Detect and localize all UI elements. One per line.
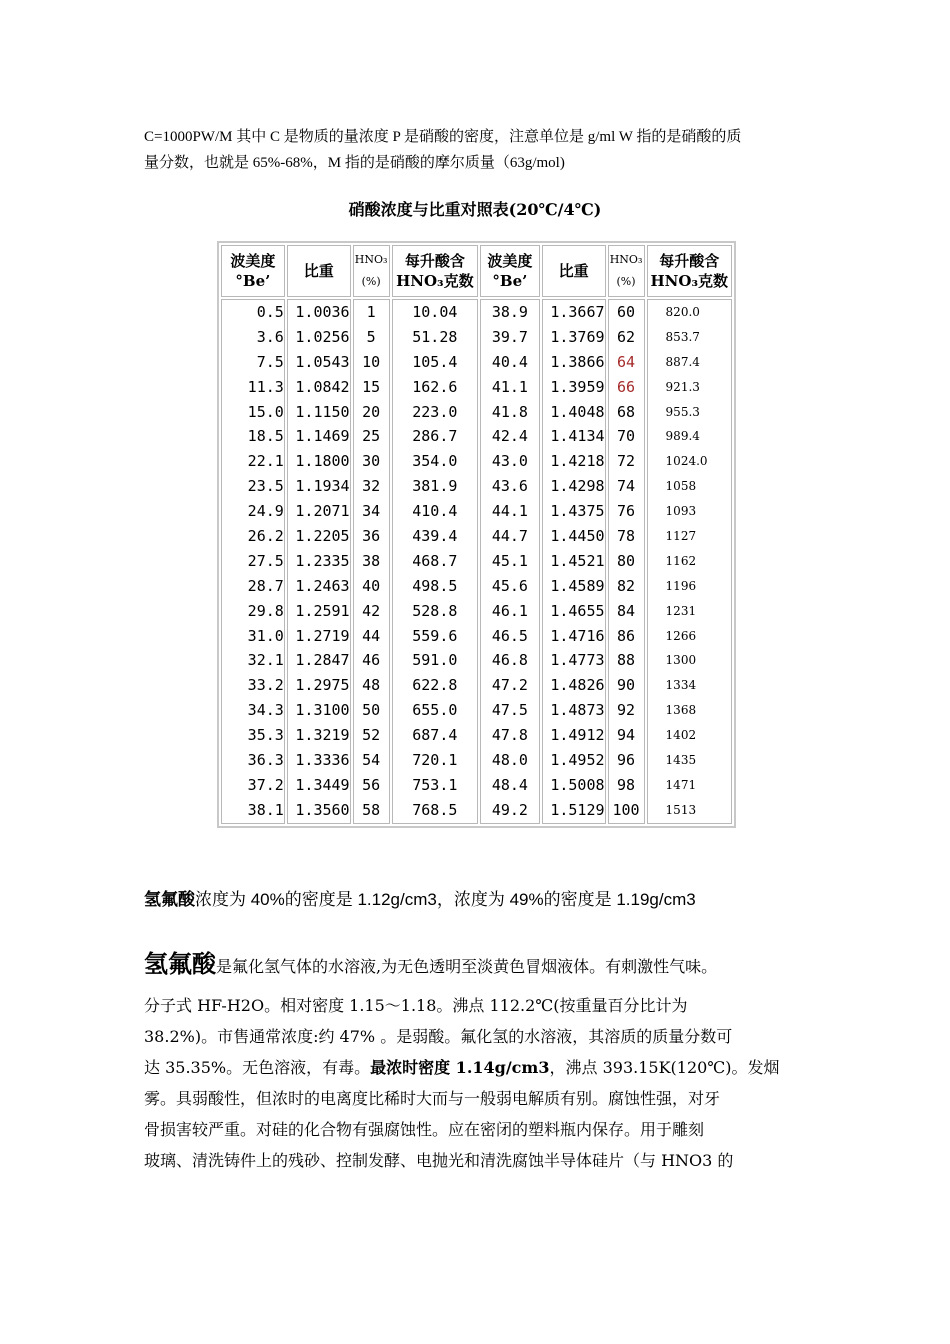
- table-cell: 1.4716: [550, 626, 605, 645]
- table-cell: 48: [362, 676, 381, 695]
- column-left-specific-gravity: [287, 299, 351, 824]
- table-cell: 1.4655: [550, 601, 605, 620]
- table-cell: 1.2335: [295, 551, 350, 570]
- table-cell: 1334: [665, 678, 697, 693]
- para-line-1: 氢氟酸是氟化氢气体的水溶液,为无色透明至淡黄色冒烟液体。有刺激性气味。: [144, 949, 718, 978]
- para-line-2: 分子式 HF-H2O。相对密度 1.15～1.18。沸点 112.2℃(按重量百分比计为: [144, 996, 688, 1015]
- table-cell: 43.0: [491, 452, 528, 471]
- table-cell: 47.2: [491, 676, 528, 695]
- table-cell: 1.2591: [295, 601, 350, 620]
- header-grams-per-liter-2: 每升酸含 HNO₃克数: [647, 245, 732, 297]
- table-cell: 1513: [665, 802, 697, 817]
- header-baume: 波美度 °Be’: [221, 245, 285, 297]
- table-cell: 37.2: [247, 775, 284, 794]
- table-cell: 64: [617, 352, 636, 371]
- table-cell: 38: [362, 551, 381, 570]
- table-cell: 80: [617, 551, 636, 570]
- table-cell: 381.9: [412, 477, 458, 496]
- table-cell: 42.4: [491, 427, 528, 446]
- table-cell: 46.1: [491, 601, 528, 620]
- table-cell: 98: [617, 775, 636, 794]
- table-cell: 44: [362, 626, 381, 645]
- table-cell: 38.1: [247, 800, 284, 819]
- table-cell: 1368: [665, 703, 697, 718]
- table-cell: 54: [362, 751, 381, 770]
- table-cell: 86: [617, 626, 636, 645]
- table-cell: 1.0256: [295, 327, 350, 346]
- hf-density-note: [144, 885, 696, 910]
- header-hno3-percent-2: HNO₃ (%): [608, 245, 645, 297]
- table-cell: 820.0: [665, 305, 700, 319]
- table-cell: 1.2463: [295, 576, 350, 595]
- table-cell: 48.4: [491, 775, 528, 794]
- table-cell: 1.4826: [550, 676, 605, 695]
- table-cell: 622.8: [412, 676, 458, 695]
- table-cell: 42: [362, 601, 381, 620]
- table-cell: 1.5129: [550, 800, 605, 819]
- table-cell: 10.04: [412, 303, 458, 321]
- column-left-baume: [221, 299, 285, 824]
- header-specific-gravity-2: 比重: [542, 245, 606, 297]
- table-cell: 15.0: [247, 402, 284, 421]
- intro-line-1: C=1000PW/M 其中 C 是物质的量浓度 P 是硝酸的密度，注意单位是 g/ml W 指的是硝酸的质: [144, 129, 742, 145]
- table-cell: 50: [362, 701, 381, 720]
- table-cell: 1.3667: [550, 303, 605, 321]
- table-cell: 90: [617, 676, 636, 695]
- table-cell: 41.8: [491, 402, 528, 421]
- table-cell: 1058: [665, 479, 697, 494]
- table-cell: 40: [362, 576, 381, 595]
- table-cell: 1.4048: [550, 402, 605, 421]
- table-cell: 354.0: [412, 452, 458, 471]
- table-cell: 46: [362, 651, 381, 670]
- intro-line-2: 量分数，也就是 65%-68%，M 指的是硝酸的摩尔质量（63g/mol): [144, 155, 565, 171]
- table-cell: 0.5: [256, 303, 284, 321]
- table-cell: 887.4: [665, 354, 700, 369]
- table-cell: 56: [362, 775, 381, 794]
- table-cell: 955.3: [665, 404, 700, 419]
- table-cell: 100: [612, 800, 640, 819]
- table-cell: 223.0: [412, 402, 458, 421]
- table-cell: 23.5: [247, 477, 284, 496]
- header-baume-2: 波美度 °Be’: [480, 245, 540, 297]
- table-cell: 105.4: [412, 352, 458, 371]
- para-line-6: 骨损害较严重。对硅的化合物有强腐蚀性。应在密闭的塑料瓶内保存。用于雕刻: [144, 1120, 705, 1139]
- table-header-row: [221, 245, 732, 297]
- para-bold-density: 最浓时密度 1.14g/cm3: [370, 1058, 550, 1077]
- table-cell: 1.1150: [295, 402, 350, 421]
- table-cell: 1.4773: [550, 651, 605, 670]
- table-cell: 498.5: [412, 576, 458, 595]
- table-cell: 47.5: [491, 701, 528, 720]
- table-cell: 1.3560: [295, 800, 350, 819]
- table-cell: 989.4: [665, 429, 700, 444]
- table-cell: 38.9: [491, 303, 528, 321]
- table-cell: 74: [617, 477, 636, 496]
- header-grams-per-liter: 每升酸含 HNO₃克数: [392, 245, 478, 297]
- table-cell: 60: [617, 303, 636, 321]
- table-cell: 1.3769: [550, 327, 605, 346]
- table-cell: 51.28: [412, 327, 458, 346]
- table-cell: 439.4: [412, 527, 458, 546]
- table-cell: 720.1: [412, 751, 458, 770]
- table-cell: 88: [617, 651, 636, 670]
- table-cell: 28.7: [247, 576, 284, 595]
- table-cell: 1.4450: [550, 527, 605, 546]
- table-cell: 528.8: [412, 601, 458, 620]
- intro-formula-text: [144, 124, 824, 176]
- table-cell: 52: [362, 726, 381, 745]
- table-cell: 1.1934: [295, 477, 350, 496]
- table-cell: 40.4: [491, 352, 528, 371]
- table-cell: 1.4952: [550, 751, 605, 770]
- table-cell: 1266: [665, 628, 697, 643]
- table-cell: 1.4912: [550, 726, 605, 745]
- table-cell: 1.3959: [550, 377, 605, 396]
- table-cell: 1.2847: [295, 651, 350, 670]
- table-cell: 1.4589: [550, 576, 605, 595]
- table-cell: 1.2719: [295, 626, 350, 645]
- table-cell: 34.3: [247, 701, 284, 720]
- table-cell: 687.4: [412, 726, 458, 745]
- table-cell: 1: [366, 303, 376, 321]
- table-cell: 34: [362, 502, 381, 521]
- table-cell: 1.5008: [550, 775, 605, 794]
- table-cell: 1024.0: [665, 454, 708, 469]
- column-right-grams: [647, 299, 732, 824]
- table-cell: 1.3449: [295, 775, 350, 794]
- table-cell: 768.5: [412, 800, 458, 819]
- table-cell: 92: [617, 701, 636, 720]
- table-cell: 1.4873: [550, 701, 605, 720]
- table-cell: 410.4: [412, 502, 458, 521]
- header-hno3-percent: HNO₃ (%): [353, 245, 390, 297]
- table-cell: 32.1: [247, 651, 284, 670]
- table-cell: 1.0036: [295, 303, 350, 321]
- table-cell: 41.1: [491, 377, 528, 396]
- table-cell: 1.4375: [550, 502, 605, 521]
- table-cell: 31.0: [247, 626, 284, 645]
- table-cell: 48.0: [491, 751, 528, 770]
- table-cell: 45.6: [491, 576, 528, 595]
- table-cell: 39.7: [491, 327, 528, 346]
- table-cell: 1435: [665, 753, 697, 768]
- table-cell: 1471: [665, 777, 697, 792]
- table-cell: 47.8: [491, 726, 528, 745]
- column-right-hno3-percent: [608, 299, 645, 824]
- table-cell: 1.2071: [295, 502, 350, 521]
- table-cell: 66: [617, 377, 636, 396]
- table-cell: 24.9: [247, 502, 284, 521]
- column-right-specific-gravity: [542, 299, 606, 824]
- table-cell: 30: [362, 452, 381, 471]
- table-cell: 1.3100: [295, 701, 350, 720]
- table-cell: 1.0842: [295, 377, 350, 396]
- table-cell: 29.8: [247, 601, 284, 620]
- header-specific-gravity: 比重: [287, 245, 351, 297]
- table-cell: 82: [617, 576, 636, 595]
- table-cell: 36: [362, 527, 381, 546]
- table-cell: 15: [362, 377, 381, 396]
- table-cell: 43.6: [491, 477, 528, 496]
- para-line-5: 雾。具弱酸性，但浓时的电离度比稀时大而与一般弱电解质有别。腐蚀性强，对牙: [144, 1089, 721, 1108]
- column-left-hno3-percent: [353, 299, 390, 824]
- table-cell: 655.0: [412, 701, 458, 720]
- table-cell: 22.1: [247, 452, 284, 471]
- table-cell: 1093: [665, 504, 697, 519]
- table-cell: 1.3866: [550, 352, 605, 371]
- table-cell: 1.1469: [295, 427, 350, 446]
- table-cell: 58: [362, 800, 381, 819]
- table-cell: 68: [617, 402, 636, 421]
- table-cell: 7.5: [256, 352, 284, 371]
- table-cell: 20: [362, 402, 381, 421]
- table-cell: 32: [362, 477, 381, 496]
- table-cell: 10: [362, 352, 381, 371]
- table-cell: 44.7: [491, 527, 528, 546]
- table-cell: 1.4218: [550, 452, 605, 471]
- column-right-baume: [480, 299, 540, 824]
- table-cell: 1.1800: [295, 452, 350, 471]
- table-cell: 921.3: [665, 379, 700, 394]
- table-cell: 1.0543: [295, 352, 350, 371]
- table-cell: 36.3: [247, 751, 284, 770]
- table-cell: 35.3: [247, 726, 284, 745]
- table-cell: 45.1: [491, 551, 528, 570]
- para-line-4: 达 35.35%。无色溶液，有毒。最浓时密度 1.14g/cm3，沸点 393.15K(120℃)。发烟: [144, 1058, 780, 1077]
- table-cell: 1.4521: [550, 551, 605, 570]
- table-cell: 11.3: [247, 377, 284, 396]
- table-cell: 1300: [665, 653, 697, 668]
- table-cell: 26.2: [247, 527, 284, 546]
- table-cell: 27.5: [247, 551, 284, 570]
- hf-density-bold: 氢氟酸: [144, 890, 195, 910]
- table-cell: 753.1: [412, 775, 458, 794]
- table-cell: 44.1: [491, 502, 528, 521]
- para-lead-word: 氢氟酸: [144, 949, 216, 978]
- table-cell: 1.3336: [295, 751, 350, 770]
- hf-density-text: 浓度为 40%的密度是 1.12g/cm3，浓度为 49%的密度是 1.19g/cm3: [195, 890, 696, 909]
- table-cell: 46.8: [491, 651, 528, 670]
- table-cell: 468.7: [412, 551, 458, 570]
- table-cell: 1196: [665, 578, 697, 593]
- table-cell: 1231: [665, 603, 697, 618]
- table-cell: 96: [617, 751, 636, 770]
- table-cell: 162.6: [412, 377, 458, 396]
- table-cell: 25: [362, 427, 381, 446]
- table-cell: 1162: [665, 553, 697, 568]
- table-cell: 18.5: [247, 427, 284, 446]
- table-cell: 1402: [665, 728, 697, 743]
- table-cell: 559.6: [412, 626, 458, 645]
- table-cell: 286.7: [412, 427, 458, 446]
- table-cell: 70: [617, 427, 636, 446]
- table-cell: 46.5: [491, 626, 528, 645]
- table-body-row: [221, 299, 732, 824]
- table-cell: 33.2: [247, 676, 284, 695]
- table-cell: 49.2: [491, 800, 528, 819]
- table-cell: 76: [617, 502, 636, 521]
- table-cell: 1.4134: [550, 427, 605, 446]
- table-cell: 1.2205: [295, 527, 350, 546]
- nitric-acid-table: [217, 241, 736, 828]
- table-cell: 94: [617, 726, 636, 745]
- para-line-7: 玻璃、清洗铸件上的残砂、控制发酵、电抛光和清洗腐蚀半导体硅片（与 HNO3 的: [144, 1151, 734, 1170]
- column-left-grams: [392, 299, 478, 824]
- table-cell: 72: [617, 452, 636, 471]
- table-cell: 62: [617, 327, 636, 346]
- table-cell: 1.4298: [550, 477, 605, 496]
- table-cell: 591.0: [412, 651, 458, 670]
- table-cell: 78: [617, 527, 636, 546]
- table-cell: 1.2975: [295, 676, 350, 695]
- table-cell: 1.3219: [295, 726, 350, 745]
- table-cell: 853.7: [665, 329, 700, 344]
- table-cell: 5: [366, 327, 376, 346]
- table-title: 硝酸浓度与比重对照表(20℃/4℃): [348, 200, 602, 219]
- table-cell: 84: [617, 601, 636, 620]
- table-cell: 1127: [665, 529, 697, 544]
- para-line-3: 38.2%)。市售通常浓度:约 47% 。是弱酸。氟化氢的水溶液，其溶质的质量分数可: [144, 1027, 733, 1046]
- table-cell: 3.6: [256, 327, 284, 346]
- hf-description-paragraph: [144, 948, 824, 1176]
